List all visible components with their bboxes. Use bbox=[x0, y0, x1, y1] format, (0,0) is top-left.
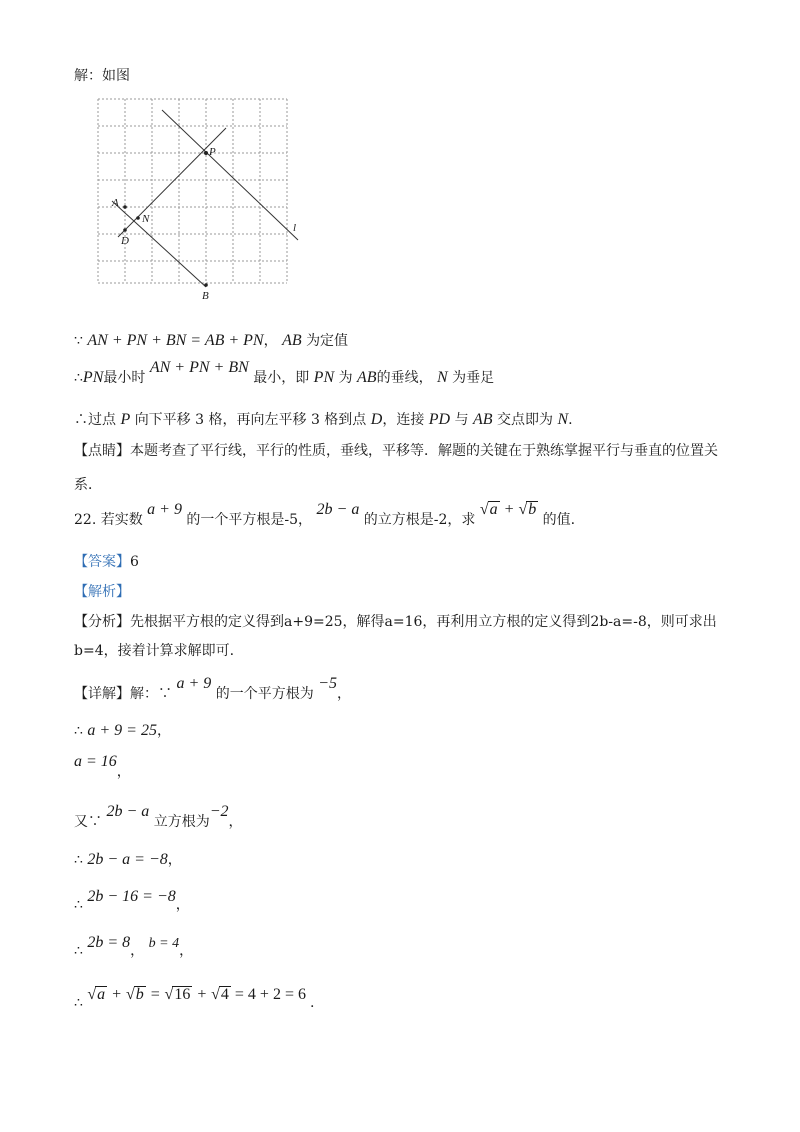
label-d: D bbox=[121, 235, 129, 247]
label-b: B bbox=[202, 290, 209, 302]
point-b bbox=[204, 283, 208, 287]
point-n bbox=[136, 216, 140, 220]
step-5: ∴ 2b − 16 = −8， bbox=[74, 888, 190, 913]
step-1: ∴ a + 9 = 25， bbox=[74, 722, 171, 739]
final-expression: √a + √b = √16 + √4 = 4 + 2 = 6 bbox=[87, 986, 306, 1003]
line-l bbox=[162, 110, 298, 240]
label-n: N bbox=[142, 213, 150, 225]
fenxi-line-1: 【分析】先根据平方根的定义得到a+9=25，解得a=16，再利用立方根的定义得到2b-a=-8，则可求出 bbox=[74, 614, 717, 630]
label-p: P bbox=[209, 146, 216, 158]
intro-line: 解：如图 bbox=[74, 68, 130, 84]
grid-figure bbox=[90, 92, 320, 307]
xiangjie-line: 【详解】解：∵ a + 9 的一个平方根为 −5， bbox=[74, 675, 351, 702]
point-a bbox=[123, 205, 127, 209]
step-2: a = 16， bbox=[74, 753, 131, 780]
label-a: A bbox=[112, 197, 119, 209]
line-3: ∴过点 P 向下平移 3 格，再向左平移 3 格到点 D，连接 PD 与 AB 交点即为 N. bbox=[74, 411, 573, 428]
step-4: ∴ 2b − a = −8， bbox=[74, 851, 182, 868]
step-7: ∴ √a + √b = √16 + √4 = 4 + 2 = 6 . bbox=[74, 986, 315, 1011]
point-d bbox=[123, 228, 127, 232]
answer-line: 【答案】6 bbox=[74, 554, 139, 570]
fenxi-line-2: b=4，接着计算求解即可. bbox=[74, 643, 235, 659]
line-pd bbox=[118, 128, 226, 237]
question-22: 22. 若实数 a + 9 的一个平方根是-5， 2b − a 的立方根是-2，求 √a + √b 的值. bbox=[74, 501, 576, 528]
comment-line-1: 【点睛】本题考查了平行线，平行的性质，垂线，平移等．解题的关键在于熟练掌握平行与垂直的位置关 bbox=[74, 443, 718, 459]
analysis-line: 【解析】 bbox=[74, 584, 130, 600]
comment-line-2: 系． bbox=[74, 477, 102, 493]
line-2: ∴PN最小时 AN + PN + BN 最小，即 PN 为 AB的垂线， N 为垂足 bbox=[74, 359, 495, 386]
line-1: ∵ AN + PN + BN = AB + PN， AB 为定值 bbox=[74, 332, 349, 349]
step-6: ∴ 2b = 8， b = 4， bbox=[74, 934, 194, 959]
label-l: l bbox=[293, 222, 297, 234]
step-3: 又∵ 2b − a 立方根为−2， bbox=[74, 803, 243, 830]
q22-sqrt-expr: √a + √b bbox=[479, 501, 537, 518]
grid bbox=[98, 99, 287, 283]
point-p bbox=[204, 151, 208, 155]
